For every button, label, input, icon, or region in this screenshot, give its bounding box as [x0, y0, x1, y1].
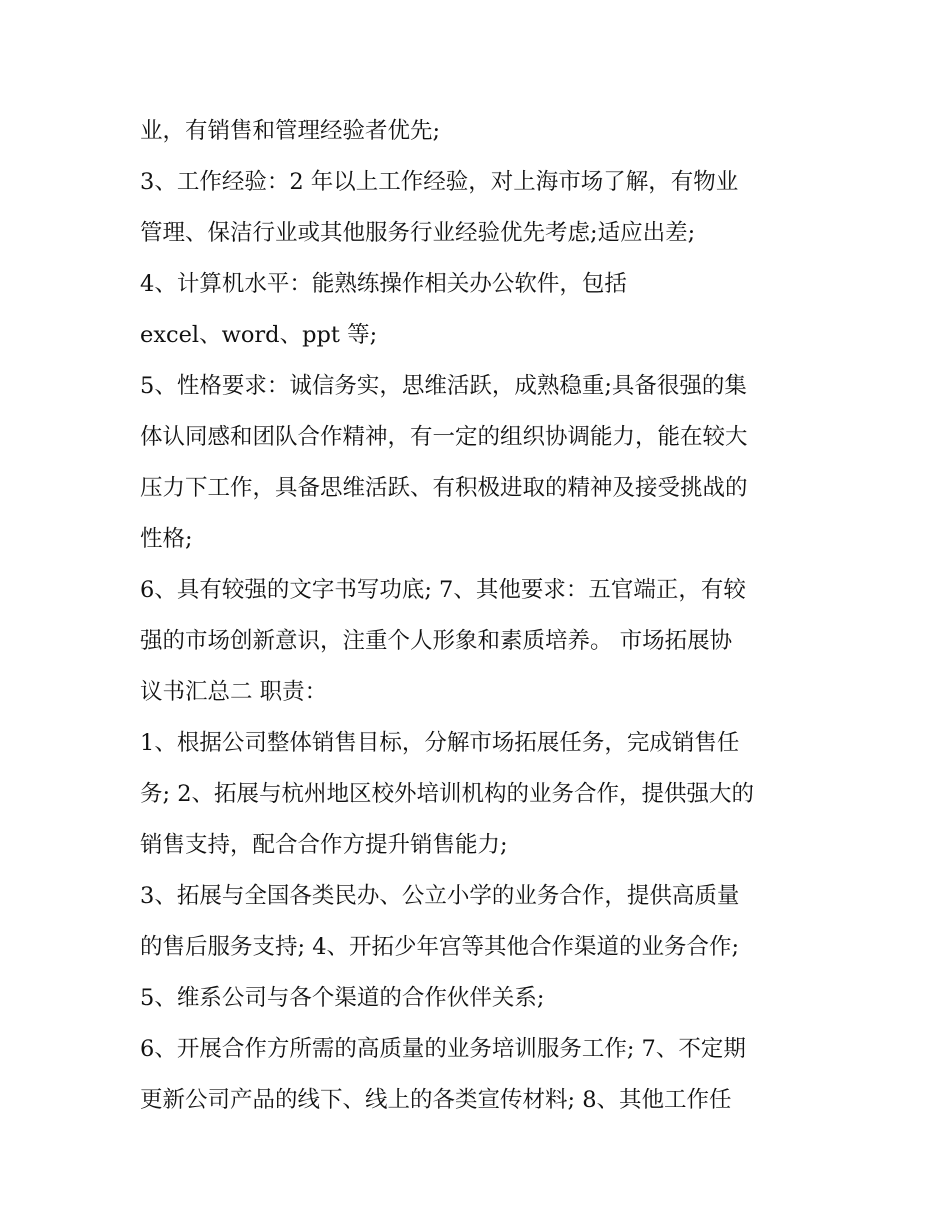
- text-line: 业，有销售和管理经验者优先;: [140, 118, 441, 144]
- text-line: 强的市场创新意识，注重个人形象和素质培养。 市场拓展协: [140, 628, 733, 654]
- text-line: 6、开展合作方所需的高质量的业务培训服务工作; 7、不定期: [140, 1036, 746, 1062]
- text-line: excel、word、ppt 等;: [140, 322, 378, 348]
- text-line: 压力下工作，具备思维活跃、有积极进取的精神及接受挑战的: [140, 475, 748, 501]
- text-line: 5、性格要求：诚信务实，思维活跃，成熟稳重;具备很强的集: [140, 373, 747, 399]
- text-line: 3、拓展与全国各类民办、公立小学的业务合作，提供高质量: [140, 883, 740, 909]
- text-line: 6、具有较强的文字书写功底; 7、其他要求：五官端正，有较: [140, 577, 746, 603]
- text-line: 1、根据公司整体销售目标，分解市场拓展任务，完成销售任: [140, 730, 740, 756]
- text-line: 5、维系公司与各个渠道的合作伙伴关系;: [140, 985, 545, 1011]
- text-line: 性格;: [140, 526, 193, 552]
- text-line: 体认同感和团队合作精神，有一定的组织协调能力，能在较大: [140, 424, 748, 450]
- text-line: 的售后服务支持; 4、开拓少年宫等其他合作渠道的业务合作;: [140, 934, 740, 960]
- text-line: 4、计算机水平：能熟练操作相关办公软件，包括: [140, 271, 627, 297]
- text-line: 销售支持，配合合作方提升销售能力;: [140, 832, 508, 858]
- text-line: 管理、保洁行业或其他服务行业经验优先考虑;适应出差;: [140, 220, 696, 246]
- text-line: 更新公司产品的线下、线上的各类宣传材料; 8、其他工作任: [140, 1087, 732, 1113]
- text-line: 3、工作经验：2 年以上工作经验，对上海市场了解，有物业: [140, 169, 739, 195]
- text-line: 务; 2、拓展与杭州地区校外培训机构的业务合作，提供强大的: [140, 781, 755, 807]
- document-body: [140, 106, 820, 1126]
- text-line: 议书汇总二 职责：: [140, 679, 328, 705]
